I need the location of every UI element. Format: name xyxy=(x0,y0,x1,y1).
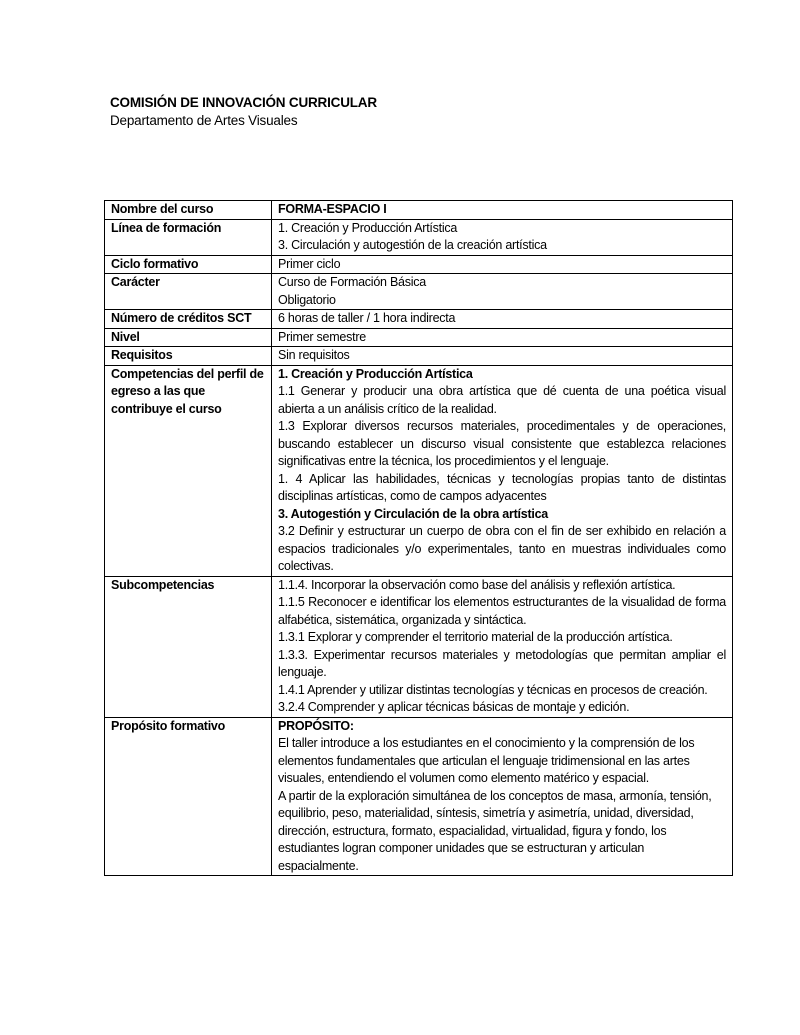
section-heading: 1. Creación y Producción Artística xyxy=(278,366,473,381)
competency-item: 1. 4 Aplicar las habilidades, técnicas y tecnologías propias tanto de distintas disciplinas artísticas, como de campos adyacentes xyxy=(278,471,726,503)
section-heading: 3. Autogestión y Circulación de la obra artística xyxy=(278,506,548,521)
paragraph: El taller introduce a los estudiantes en el conocimiento y la comprensión de los elementos fundamentales que articulan el lenguaje tridimensional en las artes visuales, entendiendo el volumen como elemento matérico y espacial. xyxy=(278,736,695,785)
row-value: 6 horas de taller / 1 hora indirecta xyxy=(272,310,733,329)
list-item: 1.1.4. Incorporar la observación como base del análisis y reflexión artística. xyxy=(278,577,676,592)
row-label: Competencias del perfil de egreso a las que contribuye el curso xyxy=(105,365,272,576)
row-label: Subcompetencias xyxy=(105,576,272,717)
table-row-requisitos xyxy=(105,347,733,366)
list-item: 1.3.1 Explorar y comprender el territorio material de la producción artística. xyxy=(278,630,673,644)
section-heading: PROPÓSITO: xyxy=(278,718,354,733)
row-value xyxy=(272,219,733,255)
table-row-linea xyxy=(105,219,733,255)
department-name: Departamento de Artes Visuales xyxy=(110,113,298,128)
row-label: Nombre del curso xyxy=(105,201,272,220)
list-item: Obligatorio xyxy=(278,292,336,307)
row-value xyxy=(272,274,733,310)
row-label: Carácter xyxy=(105,274,272,310)
row-label: Propósito formativo xyxy=(105,717,272,876)
list-item: 1.4.1 Aprender y utilizar distintas tecnologías y técnicas en procesos de creación. xyxy=(278,682,708,697)
table-row-caracter xyxy=(105,274,733,310)
list-item: 1.1.5 Reconocer e identificar los elementos estructurantes de la visualidad de forma alfabética, sistemática, organizada y sintáctica. xyxy=(278,595,726,627)
table-row-creditos xyxy=(105,310,733,329)
row-label: Línea de formación xyxy=(105,219,272,255)
table-row-ciclo xyxy=(105,255,733,274)
row-label: Número de créditos SCT xyxy=(105,310,272,329)
table-row-nombre xyxy=(105,201,733,220)
table-row-competencias xyxy=(105,365,733,576)
proposito-content xyxy=(272,717,733,876)
course-name: FORMA-ESPACIO I xyxy=(272,201,733,220)
organization-title: COMISIÓN DE INNOVACIÓN CURRICULAR xyxy=(110,95,377,110)
list-item: 1. Creación y Producción Artística xyxy=(278,220,458,235)
list-item: 3.2.4 Comprender y aplicar técnicas básicas de montaje y edición. xyxy=(278,700,630,714)
competency-item: 1.1 Generar y producir una obra artística que dé cuenta de una poética visual abierta a un análisis crítico de la realidad. xyxy=(278,384,726,416)
list-item: 3. Circulación y autogestión de la creación artística xyxy=(278,238,547,252)
competency-item: 3.2 Definir y estructurar un cuerpo de obra con el fin de ser exhibido en relación a espacios tradicionales y/o experimentales, tanto en muestras individuales como colectivas. xyxy=(278,524,726,573)
table-row-subcompetencias xyxy=(105,576,733,717)
subcompetencias-content xyxy=(272,576,733,717)
row-label: Requisitos xyxy=(105,347,272,366)
competency-item: 1.3 Explorar diversos recursos materiales, procedimentales y de operaciones, buscando establecer un discurso visual consistente que establezca relaciones significativas entre la técnica, los procedimientos y el lenguaje. xyxy=(278,419,726,468)
row-value: Sin requisitos xyxy=(272,347,733,366)
list-item: 1.3.3. Experimentar recursos materiales y metodologías que permitan ampliar el lenguaje. xyxy=(278,647,726,679)
row-label: Nivel xyxy=(105,328,272,347)
course-info-table xyxy=(104,200,733,876)
list-item: Curso de Formación Básica xyxy=(278,275,426,289)
document-header xyxy=(110,94,377,130)
table-row-nivel xyxy=(105,328,733,347)
row-value: Primer ciclo xyxy=(272,255,733,274)
competencias-content xyxy=(272,365,733,576)
row-value: Primer semestre xyxy=(272,328,733,347)
row-label: Ciclo formativo xyxy=(105,255,272,274)
paragraph: A partir de la exploración simultánea de los conceptos de masa, armonía, tensión, equilibrio, peso, materialidad, síntesis, simetría y asimetría, unidad, diversidad, dirección, estructura, formato, espacialidad, virtualidad, figura y fondo, los estudiantes logran componer unidades que se estructuran y articulan espacialmente. xyxy=(278,788,712,873)
table-row-proposito xyxy=(105,717,733,876)
